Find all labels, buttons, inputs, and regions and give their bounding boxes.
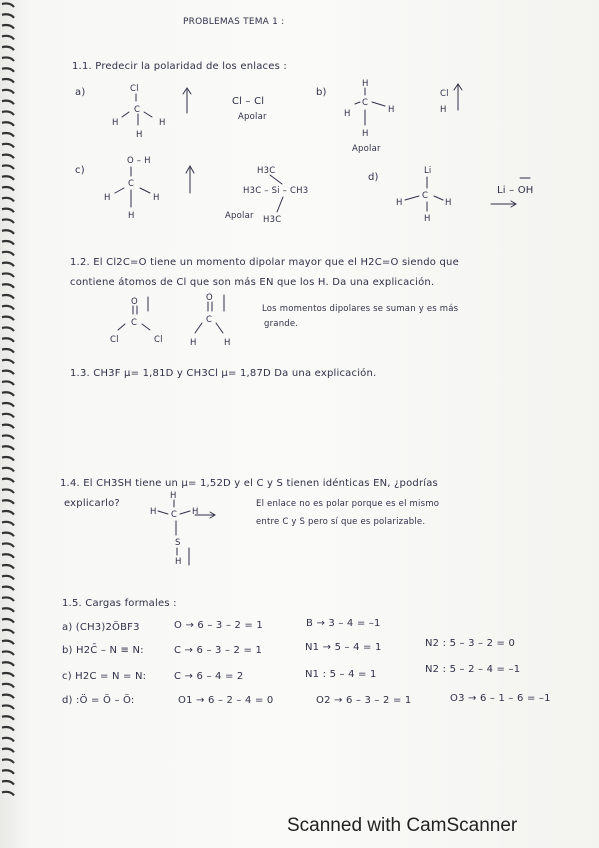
bond-line [372,102,385,106]
problem-1-4-line2: explicarlo? [64,498,120,509]
mol-b-center: C [362,98,369,108]
mol14-top: H [170,491,177,501]
lioh-molecule: Li – OH [497,185,534,196]
cl2-apolar-label: Apolar [238,112,267,122]
mol12b-top: O [206,293,213,303]
mol-c-center: C [128,179,135,189]
problem-1-4-line1: 1.4. El CH3SH tiene un μ= 1,52D y el C y S tienen idénticas EN, ¿podrías [60,478,438,489]
mol-b-side-bottom: H [440,105,447,115]
row-d-charge-1: O1 → 6 – 2 – 4 = 0 [178,695,274,706]
mol-d-top: Li [424,166,432,176]
mol-b-side-top: Cl [440,89,449,99]
bond-line [118,324,125,330]
mol-b-top: H [362,79,369,89]
bond-line [180,511,190,514]
bond-line [355,102,360,104]
problem-1-3-line: 1.3. CH3F μ= 1,81D y CH3Cl μ= 1,87D Da una explicación. [70,368,377,379]
row-c-charge-2: N1 : 5 – 4 = 1 [305,669,377,680]
mol-d-center: C [422,191,429,201]
row-a-label: a) (CH3)2ÖBF3 [62,622,140,633]
scanner-watermark: Scanned with CamScanner [287,815,518,836]
row-a-charge-1: O → 6 – 3 – 2 = 1 [174,620,263,631]
cl2-molecule: Cl – Cl [232,96,265,107]
bond-line [434,196,443,200]
mol12b-left: H [190,338,197,348]
bond-line [140,188,150,193]
bond-line [122,112,129,117]
part-a-label: a) [75,87,86,98]
bond-line [277,197,283,212]
mol14-sulfur: S [175,538,181,548]
si-top: H3C [257,166,276,176]
problem-1-5-heading: 1.5. Cargas formales : [62,598,177,609]
page-title: PROBLEMAS TEMA 1 : [183,17,285,27]
problem-1-4-note2: entre C y S pero sí que es polarizable. [256,517,426,527]
part-c-label: c) [75,165,85,176]
mol-a-top: Cl [130,84,139,94]
bond-line [142,324,150,330]
si-center: H3C – Si – CH3 [243,186,309,196]
mol12a-left: Cl [110,335,119,345]
si-apolar-label: Apolar [225,211,254,221]
row-c-charge-3: N2 : 5 – 2 – 4 = –1 [425,664,521,675]
row-b-charge-2: N1 → 5 – 4 = 1 [305,642,382,653]
mol-c-right: H [153,193,160,203]
mol14-center: C [171,510,178,520]
mol-a-bottom: H [136,130,143,140]
row-c-charge-1: C → 6 – 4 = 2 [174,671,244,682]
row-d-label: d) :Ö = Ö – Ö: [62,695,135,706]
row-b-label: b) H2C̄ – N ≡ N: [62,645,144,656]
mol-d-right: H [445,198,452,208]
mol-b-left: H [344,109,351,119]
bond-line [270,175,282,184]
mol12b-right: H [224,338,231,348]
mol-b-apolar-label: Apolar [352,144,381,154]
row-b-charge-1: C → 6 – 3 – 2 = 1 [174,645,263,656]
problem-1-1-heading: 1.1. Predecir la polaridad de los enlaces : [72,61,287,72]
problem-1-4-note1: El enlace no es polar porque es el mismo [256,499,440,509]
row-c-label: c) H2C = N = N: [62,671,147,682]
bond-line [405,196,419,200]
problem-1-2-line1: 1.2. El Cl2C=O tiene un momento dipolar mayor que el H2C=O siendo que [70,257,459,268]
mol12a-center: C [131,318,138,328]
mol14-bottom: H [175,557,182,567]
bond-line [195,323,202,333]
problem-1-2-note2: grande. [264,319,299,329]
row-d-charge-2: O2 → 6 – 3 – 2 = 1 [316,695,412,706]
mol-d-left: H [396,198,403,208]
mol-d-bottom: H [424,214,431,224]
mol-c-top: O – H [127,156,151,166]
mol-a-center: C [134,105,141,115]
row-b-charge-3: N2 : 5 – 3 – 2 = 0 [425,638,516,649]
mol-c-bottom: H [128,211,135,221]
mol-a-right: H [159,118,166,128]
mol14-right: H [192,507,199,517]
problem-1-2-note1: Los momentos dipolares se suman y es más [262,304,459,314]
mol-b-bottom: H [362,129,369,139]
bond-line [216,323,223,333]
mol-c-left: H [104,193,111,203]
bond-line [144,112,152,117]
bond-line [115,188,124,193]
mol12a-right: Cl [154,335,163,345]
mol14-left: H [150,507,157,517]
mol12a-top: O [131,297,138,307]
mol-a-left: H [112,118,119,128]
row-a-charge-2: B → 3 – 4 = –1 [306,618,381,629]
row-d-charge-3: O3 → 6 – 1 – 6 = –1 [450,693,551,704]
si-bottom: H3C [263,215,282,225]
part-b-label: b) [316,87,327,98]
mol-b-right: H [388,105,395,115]
bond-line [158,511,168,514]
mol12b-center: C [206,315,213,325]
part-d-label: d) [368,172,379,183]
problem-1-2-line2: contiene átomos de Cl que son más EN que los H. Da una explicación. [70,277,435,288]
